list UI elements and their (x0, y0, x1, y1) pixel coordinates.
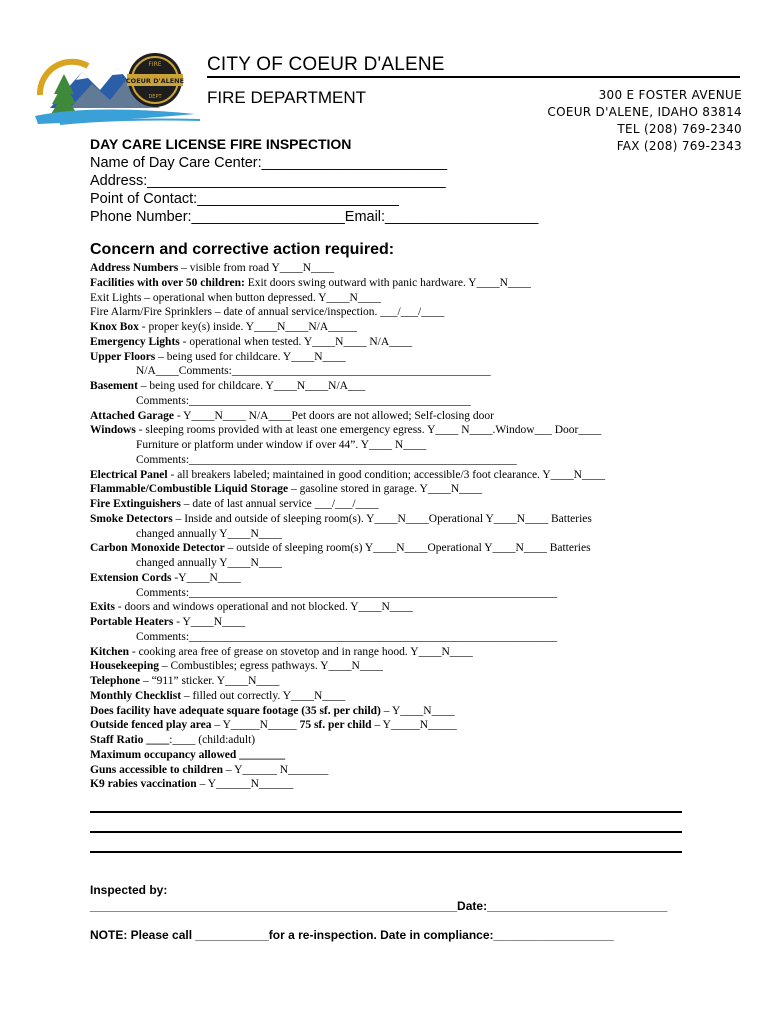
svg-text:COEUR D'ALENE: COEUR D'ALENE (125, 77, 185, 85)
checklist-item-text: – gasoline stored in garage. Y____N____ (288, 483, 483, 496)
checklist-item[interactable] (90, 615, 700, 630)
checklist-item[interactable] (90, 718, 700, 733)
checklist-item[interactable] (90, 630, 700, 645)
checklist-item-label: Outside fenced play area (90, 719, 212, 732)
checklist-item-text: – Y_____N_____ (211, 719, 300, 732)
checklist-item[interactable] (90, 659, 700, 674)
checklist-item-label: Electrical Panel (90, 468, 168, 481)
phone-email-field[interactable]: Phone Number:___________________Email:___________________ (90, 209, 539, 225)
checklist-item[interactable] (90, 276, 700, 291)
city-title: CITY OF COEUR D'ALENE (207, 54, 445, 75)
checklist-item[interactable] (90, 438, 700, 453)
checklist-item-label: Exits (90, 601, 115, 614)
checklist-item[interactable] (90, 291, 700, 306)
checklist-item[interactable] (90, 409, 700, 424)
checklist-item-text: Fire Alarm/Fire Sprinklers – date of annual service/inspection. ___/___/____ (90, 306, 445, 319)
checklist-item-label: Guns accessible to children (90, 763, 224, 776)
city-logo (30, 50, 205, 132)
checklist-item-text: – visible from road Y____N____ (178, 262, 335, 274)
checklist-item[interactable] (90, 350, 700, 365)
signature-rule (90, 811, 682, 813)
checklist-item-text: Exit doors swing outward with panic hardware. Y____N____ (244, 276, 531, 289)
checklist-item[interactable] (90, 468, 700, 483)
checklist-item-label: Maximum occupancy allowed ________ (90, 748, 286, 761)
checklist-item-text: Comments:________________________________________________________________ (136, 586, 558, 599)
checklist-item-text: Comments:_________________________________________________ (136, 394, 471, 407)
checklist-item-text: - doors and windows operational and not blocked. Y____N____ (114, 601, 413, 614)
checklist-item[interactable] (90, 497, 700, 512)
checklist-item[interactable] (90, 674, 700, 689)
inspector-date-field[interactable]: _______________________________________________________Date:___________________________ (90, 899, 668, 913)
checklist-item-label: Fire Extinguishers (90, 498, 181, 510)
checklist-item[interactable] (90, 733, 700, 748)
checklist-item-text: :____ (child:adult) (169, 734, 256, 746)
checklist-item[interactable] (90, 571, 700, 586)
inspected-by-label: Inspected by: (90, 883, 168, 897)
checklist-item-text: – Y_____N_____ (371, 719, 457, 732)
signature-rule (90, 831, 682, 833)
checklist-item-text: -Y____N____ (171, 571, 241, 584)
checklist-item-text: - sleeping rooms provided with at least one emergency egress. Y____ N____.Window___ Door____ (135, 424, 602, 437)
checklist-item[interactable] (90, 512, 700, 527)
checklist-item-label: Emergency Lights (90, 335, 180, 348)
checklist-item[interactable] (90, 600, 700, 615)
checklist-item-text: – Combustibles; egress pathways. Y____N____ (159, 660, 383, 673)
reinspection-note[interactable]: NOTE: Please call ___________for a re-inspection. Date in compliance:__________________ (90, 928, 614, 942)
svg-text:DEPT: DEPT (148, 94, 162, 100)
checklist-item[interactable] (90, 379, 700, 394)
checklist-item-text: – Y____N____ (380, 704, 455, 717)
checklist-item-text: Comments:________________________________________________________________ (136, 630, 558, 643)
checklist-item[interactable] (90, 586, 700, 601)
checklist-item[interactable] (90, 704, 700, 719)
checklist-item-label: Housekeeping (90, 660, 160, 673)
contact-fields (90, 154, 538, 226)
checklist-item-label: K9 rabies vaccination (90, 778, 197, 791)
checklist-item-text: - cooking area free of grease on stovetop and in range hood. Y____N____ (128, 645, 473, 658)
checklist-item-label: Does facility have adequate square footage (35 sf. per child) (90, 704, 381, 717)
department-address (547, 87, 742, 155)
checklist-item-label: Kitchen (90, 645, 129, 658)
checklist-item-text: – being used for childcare. Y____N____N/A___ (137, 380, 366, 392)
checklist-item-label: Flammable/Combustible Liquid Storage (90, 483, 289, 496)
checklist-item[interactable] (90, 645, 700, 660)
section-title: Concern and corrective action required: (90, 241, 395, 258)
checklist-item-text: Exit Lights – operational when button depressed. Y____N____ (90, 291, 381, 304)
checklist-item[interactable] (90, 527, 700, 542)
checklist-item-text: – date of last annual service ___/___/____ (180, 498, 379, 510)
inspection-checklist (90, 261, 700, 792)
checklist-item-text: – outside of sleeping room(s) Y____N____Operational Y____N____ Batteries (224, 542, 591, 555)
checklist-item[interactable] (90, 364, 700, 379)
checklist-item-text: - all breakers labeled; maintained in good condition; accessible/3 foot clearance. Y____N____ (167, 468, 605, 481)
name-field[interactable]: Name of Day Care Center:_______________________ (90, 155, 448, 171)
checklist-item-text: N/A____Comments:_____________________________________________ (136, 365, 491, 378)
fax-line: FAX (208) 769-2343 (616, 139, 742, 153)
checklist-item-text: – Y______N______ (196, 778, 294, 791)
checklist-item-label: Windows (90, 424, 136, 437)
checklist-item-text: - Y____N____ N/A____Pet doors are not allowed; Self-closing door (174, 409, 494, 422)
checklist-item-text: Furniture or platform under window if over 44”. Y____ N____ (136, 439, 427, 451)
checklist-item-label: Upper Floors (90, 350, 156, 363)
checklist-item[interactable] (90, 394, 700, 409)
address-line: COEUR D'ALENE, IDAHO 83814 (547, 105, 742, 119)
checklist-item[interactable] (90, 541, 700, 556)
checklist-item-text: - operational when tested. Y____N____ N/A____ (179, 335, 413, 348)
checklist-item-text: – “911” sticker. Y____N____ (140, 675, 280, 687)
checklist-item-text: Comments:_________________________________________________________ (136, 453, 517, 466)
address-field[interactable]: Address:_____________________________________ (90, 173, 446, 189)
checklist-item-label: Extension Cords (90, 571, 172, 584)
checklist-item-text: changed annually Y____N____ (136, 527, 282, 540)
checklist-item[interactable] (90, 305, 700, 320)
checklist-item[interactable] (90, 482, 700, 497)
checklist-item-text: – Y______ N_______ (223, 763, 329, 776)
form-title: DAY CARE LICENSE FIRE INSPECTION (90, 136, 352, 152)
checklist-item[interactable] (90, 748, 700, 763)
checklist-item-label: Telephone (90, 675, 141, 687)
checklist-item-label: Basement (90, 380, 138, 392)
checklist-item-text: changed annually Y____N____ (136, 557, 282, 569)
checklist-item-text: – Inside and outside of sleeping room(s). Y____N____Operational Y____N____ Batteries (172, 512, 592, 525)
phone-line: TEL (208) 769-2340 (617, 122, 742, 136)
checklist-item-label: Monthly Checklist (90, 689, 182, 702)
checklist-item-label: Staff Ratio ____ (90, 734, 170, 746)
department-name: FIRE DEPARTMENT (207, 88, 366, 107)
svg-text:FIRE: FIRE (148, 61, 162, 68)
checklist-item-text: - proper key(s) inside. Y____N____N/A_____ (138, 321, 357, 333)
checklist-item-text: – filled out correctly. Y____N____ (181, 689, 346, 702)
checklist-item-label: 75 sf. per child (299, 719, 372, 732)
checklist-item-label: Address Numbers (90, 262, 179, 274)
checklist-item[interactable] (90, 423, 700, 438)
checklist-item-text: - Y____N____ (173, 616, 246, 628)
checklist-item[interactable] (90, 777, 700, 792)
checklist-item-label: Knox Box (90, 321, 139, 333)
header-rule (207, 76, 740, 78)
checklist-item-label: Smoke Detectors (90, 512, 173, 525)
address-line: 300 E FOSTER AVENUE (598, 88, 742, 102)
checklist-item-label: Carbon Monoxide Detector (90, 542, 225, 555)
checklist-item[interactable] (90, 763, 700, 778)
checklist-item-label: Portable Heaters (90, 616, 174, 628)
checklist-item[interactable] (90, 453, 700, 468)
checklist-item[interactable] (90, 689, 700, 704)
signature-rule (90, 851, 682, 853)
contact-field[interactable]: Point of Contact:_________________________ (90, 191, 399, 207)
checklist-item[interactable] (90, 335, 700, 350)
checklist-item-label: Facilities with over 50 children: (90, 276, 245, 289)
checklist-item[interactable] (90, 556, 700, 571)
checklist-item[interactable] (90, 261, 700, 276)
checklist-item-text: – being used for childcare. Y____N____ (155, 350, 346, 363)
checklist-item-label: Attached Garage (90, 409, 174, 422)
checklist-item[interactable] (90, 320, 700, 335)
